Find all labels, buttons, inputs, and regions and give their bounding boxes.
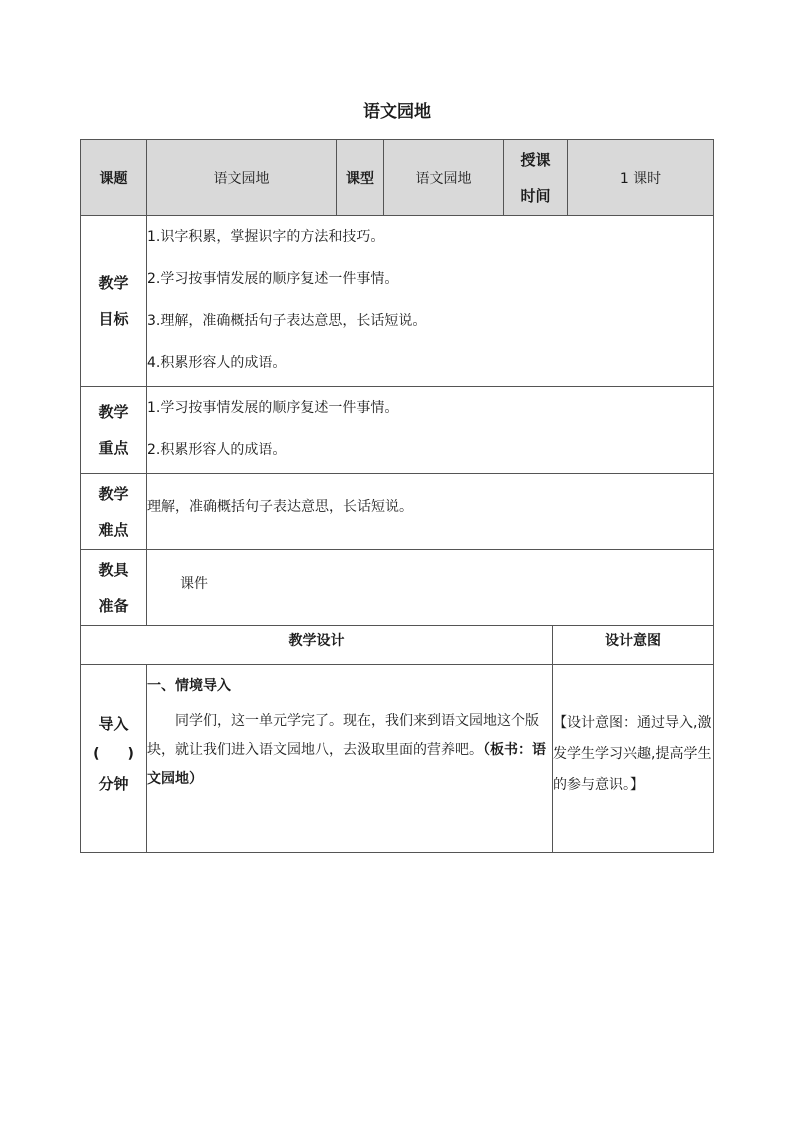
time-label-line-1: 授课 bbox=[520, 150, 551, 169]
intro-paragraph-text: 同学们，这一单元学完了。现在，我们来到语文园地这个版块，就让我们进入语文园地八，去汲取里面的营养吧。 bbox=[147, 713, 539, 758]
intro-paragraph bbox=[147, 707, 552, 794]
intro-label-line-1: 导入 bbox=[98, 715, 129, 733]
tools-text: 课件 bbox=[180, 576, 208, 592]
tools-label bbox=[80, 549, 147, 626]
topic-value bbox=[146, 139, 337, 216]
type-label-text: 课型 bbox=[346, 170, 374, 187]
goals-label-line-1: 教学 bbox=[98, 274, 129, 292]
intent-header bbox=[552, 625, 714, 665]
intro-content bbox=[146, 664, 553, 853]
type-value-text: 语文园地 bbox=[415, 170, 472, 187]
intro-label-line-3: 分钟 bbox=[98, 775, 129, 793]
focus-item: 2.积累形容人的成语。 bbox=[147, 442, 287, 458]
intro-heading: 一、情境导入 bbox=[147, 678, 231, 694]
intro-label bbox=[80, 664, 147, 853]
focus-item: 1.学习按事情发展的顺序复述一件事情。 bbox=[147, 400, 399, 416]
time-label bbox=[503, 139, 568, 216]
type-value bbox=[383, 139, 504, 216]
design-header bbox=[80, 625, 553, 665]
intro-label-line-2: ( ) bbox=[93, 746, 134, 762]
tools-content bbox=[146, 549, 714, 626]
type-label bbox=[336, 139, 384, 216]
board-note: （板书：语文园地） bbox=[147, 742, 546, 787]
lesson-plan-table bbox=[80, 139, 714, 853]
focus-label-line-1: 教学 bbox=[98, 403, 129, 421]
intro-intent-text: 【设计意图：通过导入,激发学生学习兴趣,提高学生的参与意识。】 bbox=[553, 715, 712, 793]
goal-item: 2.学习按事情发展的顺序复述一件事情。 bbox=[147, 271, 399, 287]
goal-item: 3.理解，准确概括句子表达意思，长话短说。 bbox=[147, 313, 427, 329]
focus-label-line-2: 重点 bbox=[98, 439, 129, 457]
focus-label bbox=[80, 386, 147, 474]
topic-label-text: 课题 bbox=[99, 170, 128, 187]
page-title: 语文园地 bbox=[363, 102, 431, 122]
tools-label-line-2: 准备 bbox=[98, 596, 129, 615]
goals-label-line-2: 目标 bbox=[98, 310, 129, 328]
difficulty-label-line-2: 难点 bbox=[98, 520, 129, 539]
goals-label bbox=[80, 215, 147, 387]
focus-content bbox=[146, 386, 714, 474]
difficulty-content bbox=[146, 473, 714, 550]
difficulty-label bbox=[80, 473, 147, 550]
intent-header-text: 设计意图 bbox=[605, 633, 661, 649]
difficulty-label-line-1: 教学 bbox=[98, 484, 129, 503]
tools-label-line-1: 教具 bbox=[98, 560, 129, 579]
goal-item: 4.积累形容人的成语。 bbox=[147, 355, 287, 371]
difficulty-text: 理解，准确概括句子表达意思，长话短说。 bbox=[147, 499, 413, 515]
intro-intent bbox=[552, 664, 714, 853]
topic-value-text: 语文园地 bbox=[213, 170, 270, 187]
time-value bbox=[567, 139, 714, 216]
goal-item: 1.识字积累，掌握识字的方法和技巧。 bbox=[147, 229, 385, 245]
design-header-text: 教学设计 bbox=[288, 633, 345, 649]
time-value-text: 1 课时 bbox=[619, 170, 662, 187]
goals-content bbox=[146, 215, 714, 387]
topic-label bbox=[80, 139, 147, 216]
time-label-line-2: 时间 bbox=[520, 186, 551, 205]
